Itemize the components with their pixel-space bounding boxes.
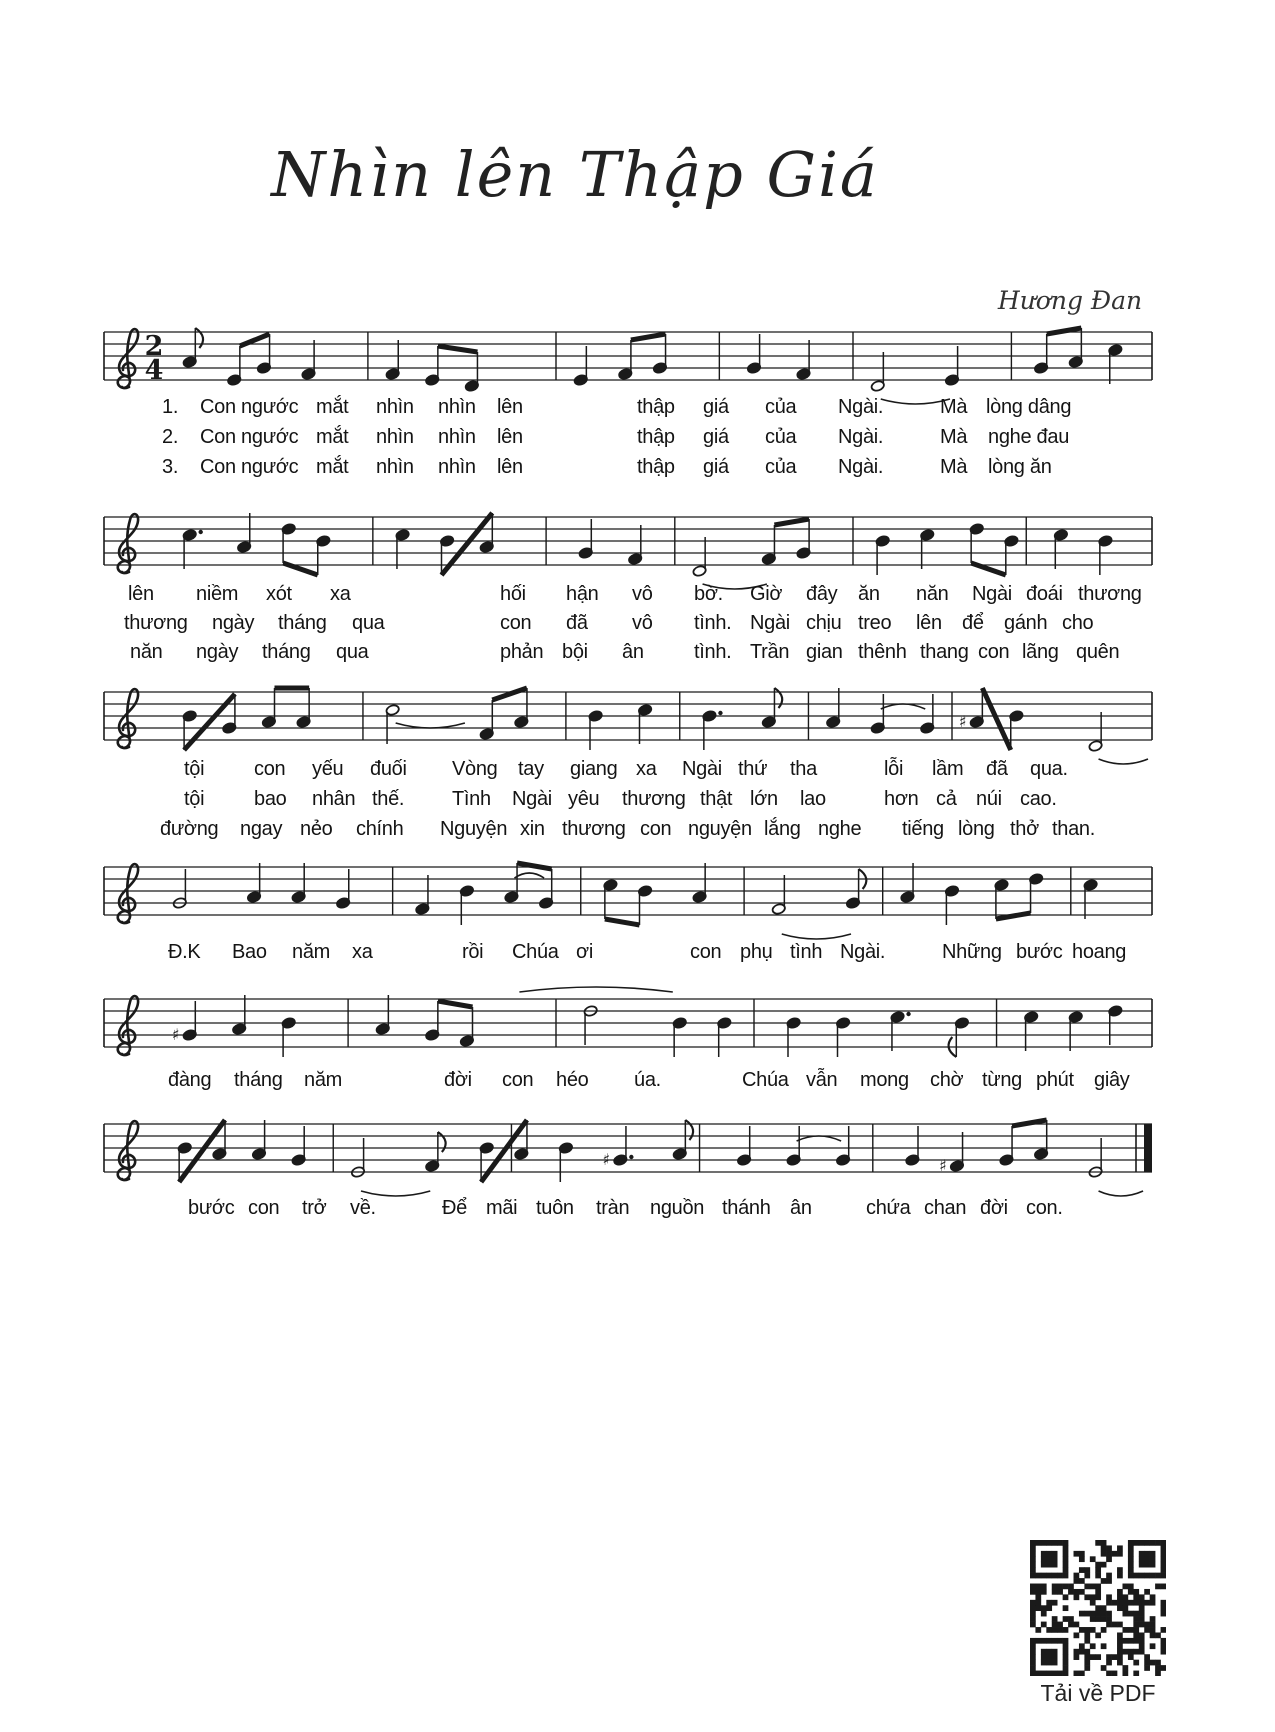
lyric-word: nhân [312,788,356,810]
lyric-word: hận [566,583,599,605]
lyric-word: lên [497,396,523,418]
lyric-word: Con ngước [200,426,299,448]
lyric-word: ăn [858,583,880,605]
lyric-word: giây [1094,1069,1130,1091]
lyric-word: giang [570,758,618,780]
treble-clef-icon [118,689,138,748]
lyric-word: để [962,612,984,634]
lyric-word: lòng dâng [986,396,1072,418]
staff-system-2 [100,503,1160,595]
lyric-word: bước [188,1197,235,1219]
lyric-word: lòng ăn [988,456,1052,478]
treble-clef-icon [118,996,138,1055]
lyric-word: 2. [162,426,179,448]
lyric-word: Mà [940,396,968,418]
lyric-word: Ngài. [838,426,884,448]
lyric-word: đời [444,1069,472,1091]
lyric-word: phút [1036,1069,1074,1091]
lyric-word: xa [330,583,351,605]
lyric-word: mong [860,1069,909,1091]
qr-code-image [1030,1540,1166,1676]
lyric-word: tình [790,941,823,963]
lyric-word: ngày [196,641,239,663]
lyric-word: nhìn [438,426,476,448]
lyric-word: nguồn [650,1197,705,1219]
lyric-word: thứ [738,758,768,780]
lyric-word: giá [703,426,729,448]
lyric-word: thập [637,426,675,448]
lyric-word: Ngài [682,758,722,780]
lyric-word: Mà [940,456,968,478]
lyric-word: mắt [316,456,349,478]
lyric-word: lớn [750,788,778,810]
lyric-word: tay [518,758,544,780]
lyric-word: yếu [312,758,344,780]
lyric-word: tình. [694,641,732,663]
lyric-word: con [502,1069,534,1091]
lyric-word: ngày [212,612,255,634]
lyric-word: đời [980,1197,1008,1219]
lyric-word: phản [500,641,544,663]
lyric-word: chan [924,1197,967,1219]
lyric-word: Nguyện [440,818,508,840]
lyric-word: năn [130,641,163,663]
lyric-word: đường [160,818,219,840]
lyric-word: nhìn [376,426,414,448]
lyric-word: phụ [740,941,773,963]
lyric-word: con [500,612,532,634]
lyric-word: giá [703,396,729,418]
lyric-word: ân [622,641,644,663]
qr-code[interactable] [1030,1540,1166,1681]
lyric-word: của [765,456,797,478]
lyric-word: đuối [370,758,407,780]
lyric-word: chứa [866,1197,911,1219]
lyric-word: vô [632,612,653,634]
lyric-word: năm [304,1069,343,1091]
lyric-word: lên [497,456,523,478]
lyric-word: Đ.K [168,941,201,963]
lyric-word: thang [920,641,969,663]
staff-system-6 [100,1110,1160,1202]
lyric-word: thênh [858,641,907,663]
lyric-word: nhìn [438,456,476,478]
lyric-word: niềm [196,583,239,605]
lyric-word: than. [1052,818,1095,840]
lyric-word: hối [500,583,526,605]
lyric-word: Vòng [452,758,498,780]
lyric-word: con [690,941,722,963]
lyric-word: từng [982,1069,1022,1091]
lyric-word: xin [520,818,545,840]
lyric-word: cao. [1020,788,1057,810]
lyric-word: qua [336,641,369,663]
lyric-word: rồi [462,941,484,963]
lyric-word: xót [266,583,292,605]
lyric-word: năn [916,583,949,605]
lyric-word: của [765,426,797,448]
lyric-word: nghe [818,818,862,840]
composer-credit: Hương Đan [997,286,1143,315]
sharp-accidental: ♯ [958,712,967,731]
lyric-word: về. [350,1197,376,1219]
lyric-word: quên [1076,641,1120,663]
lyric-word: giá [703,456,729,478]
lyric-word: đây [806,583,838,605]
lyric-word: hơn [884,788,919,810]
staff-system-4 [100,853,1160,945]
lyric-word: tràn [596,1197,630,1219]
lyric-word: Con ngước [200,456,299,478]
lyric-word: con [248,1197,280,1219]
lyric-word: đoái [1026,583,1063,605]
lyric-word: thở [1010,818,1039,840]
staff-system-3 [100,678,1160,770]
lyric-word: ngay [240,818,283,840]
lyric-word: nguyện [688,818,752,840]
lyric-word: bờ. [694,583,723,605]
lyric-word: mãi [486,1197,518,1219]
sharp-accidental: ♯ [171,1025,180,1044]
lyric-word: chờ [930,1069,964,1091]
lyric-word: thập [637,396,675,418]
lyric-word: cho [1062,612,1094,634]
lyric-word: Giờ [750,583,783,605]
lyric-word: Ngài [972,583,1012,605]
lyric-word: Trần [750,641,790,663]
lyric-word: chịu [806,612,842,634]
lyric-word: Những [942,941,1002,963]
lyric-word: thương [124,612,188,634]
lyric-word: tháng [234,1069,283,1091]
lyric-word: hoang [1072,941,1127,963]
lyric-word: héo [556,1069,589,1091]
lyric-word: lên [916,612,942,634]
lyric-word: Con ngước [200,396,299,418]
lyric-word: bao [254,788,287,810]
lyric-word: lầm [932,758,964,780]
lyric-word: nhìn [376,396,414,418]
lyric-word: đã [986,758,1008,780]
lyric-word: thật [700,788,733,810]
download-pdf-label[interactable]: Tải về PDF [1040,1680,1156,1706]
lyric-word: ân [790,1197,812,1219]
lyric-word: xa [636,758,657,780]
lyric-word: nghe đau [988,426,1070,448]
lyric-word: tiếng [902,818,944,840]
lyric-word: Mà [940,426,968,448]
lyric-word: lên [128,583,154,605]
lyric-word: thương [1078,583,1142,605]
sharp-accidental: ♯ [938,1156,947,1175]
lyric-word: thập [637,456,675,478]
treble-clef-icon [118,514,138,573]
lyric-word: Ngài. [838,456,884,478]
lyric-word: lòng [958,818,995,840]
lyric-word: treo [858,612,892,634]
lyric-word: cả [936,788,957,810]
lyric-word: lên [497,426,523,448]
lyric-word: núi [976,788,1002,810]
lyric-word: nẻo [300,818,333,840]
lyric-word: thế. [372,788,405,810]
lyric-word: Bao [232,941,267,963]
lyric-word: lỗi [884,758,904,780]
lyric-word: tội [184,758,205,780]
lyric-word: gian [806,641,843,663]
staff-system-5 [100,985,1160,1077]
lyric-word: gánh [1004,612,1048,634]
lyric-word: đã [566,612,588,634]
time-signature-denominator: 4 [144,355,164,386]
lyric-word: qua. [1030,758,1068,780]
lyric-word: con [640,818,672,840]
lyric-word: tuôn [536,1197,574,1219]
lyric-word: Ngài. [838,396,884,418]
lyric-word: nhìn [438,396,476,418]
lyric-word: Chúa [512,941,559,963]
lyric-word: mắt [316,396,349,418]
lyric-word: úa. [634,1069,661,1091]
lyric-word: chính [356,818,404,840]
lyric-word: tháng [278,612,327,634]
song-title: Nhìn lên Thập Giá [271,138,879,211]
lyric-word: Ngài [512,788,552,810]
lyric-word: tháng [262,641,311,663]
lyric-word: 1. [162,396,179,418]
lyric-word: năm [292,941,331,963]
treble-clef-icon [118,329,138,388]
lyric-word: trở [302,1197,327,1219]
lyric-word: của [765,396,797,418]
lyric-word: Ngài. [840,941,886,963]
lyric-word: xa [352,941,373,963]
lyric-word: ơi [576,941,593,963]
lyric-word: Ngài [750,612,790,634]
lyric-word: Chúa [742,1069,789,1091]
lyric-word: con [978,641,1010,663]
lyric-word: yêu [568,788,600,810]
lyric-word: tha [790,758,817,780]
lyric-word: đàng [168,1069,212,1091]
treble-clef-icon [118,864,138,923]
lyric-word: vô [632,583,653,605]
lyric-word: tình. [694,612,732,634]
lyric-word: qua [352,612,385,634]
lyric-word: tội [184,788,205,810]
lyric-word: bội [562,641,588,663]
lyric-word: bước [1016,941,1063,963]
lyric-word: thương [622,788,686,810]
lyric-word: thương [562,818,626,840]
lyric-word: vẫn [806,1069,838,1091]
lyric-word: Tình [452,788,491,810]
lyric-word: mắt [316,426,349,448]
lyric-word: Để [442,1197,467,1219]
lyric-word: 3. [162,456,179,478]
lyric-word: con. [1026,1197,1063,1219]
lyric-word: lắng [764,818,801,840]
treble-clef-icon [118,1121,138,1180]
time-signature-numerator: 2 [144,331,164,362]
lyric-word: lao [800,788,826,810]
sharp-accidental: ♯ [602,1150,611,1169]
lyric-word: thánh [722,1197,771,1219]
lyric-word: nhìn [376,456,414,478]
lyric-word: lãng [1022,641,1059,663]
lyric-word: con [254,758,286,780]
